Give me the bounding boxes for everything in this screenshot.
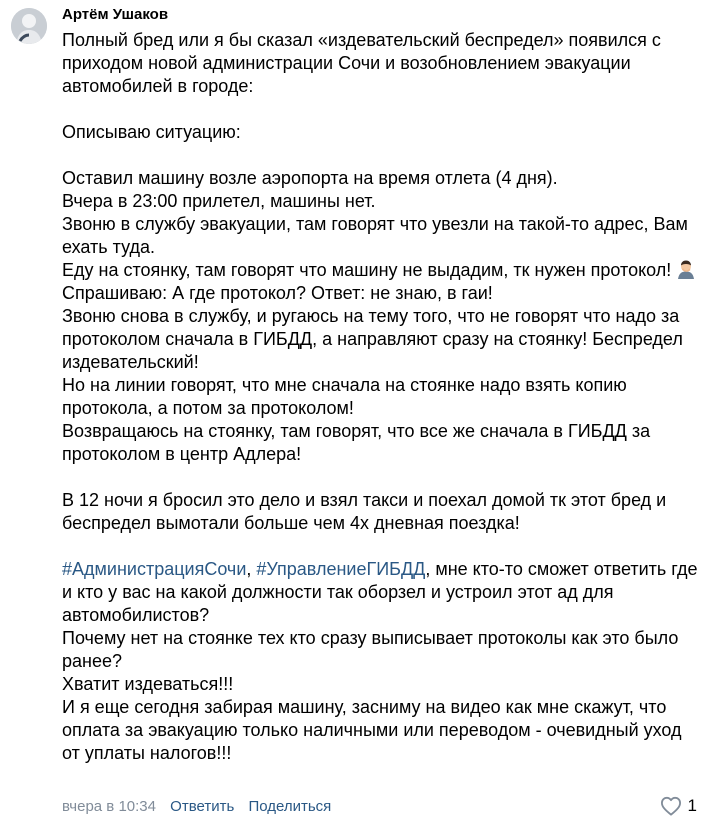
paragraph-spacer [62, 98, 702, 121]
comment-line: протокола, а потом за протоколом! [62, 398, 354, 418]
comment-body [62, 29, 702, 765]
comment-line: В 12 ночи я бросил это дело и взял такси и поехал домой тк этот бред и [62, 490, 667, 510]
comment-line: Возвращаюсь на стоянку, там говорят, что все же сначала в ГИБДД за [62, 421, 651, 441]
comment-line: протоколом сначала в ГИБДД, а направляют сразу на стоянку! Беспредел [62, 329, 683, 349]
comment-footer [62, 796, 331, 818]
paragraph-spacer [62, 144, 702, 167]
share-button[interactable]: Поделиться [248, 798, 332, 815]
comment-line: и кто у вас на какой должности так оборзел и устроил этот ад для [62, 582, 614, 602]
comment-line: Хватит издеваться!!! [62, 674, 234, 694]
comment-line: Но на линии говорят, что мне сначала на стоянке надо взять копию [62, 375, 627, 395]
comment-line: беспредел вымотали больше чем 4х дневная поездка! [62, 513, 520, 533]
comment-line: протоколом в центр Адлера! [62, 444, 302, 464]
comment-line: И я еще сегодня забирая машину, засниму на видео как мне скажут, что [62, 697, 667, 717]
comment-line: Почему нет на стоянке тех кто сразу выписывает протоколы как это было [62, 628, 679, 648]
comment-line: Спрашиваю: А где протокол? Ответ: не знаю, в гаи! [62, 283, 493, 303]
comment-line: от уплаты налогов!!! [62, 743, 232, 763]
comment-line: ранее? [62, 651, 122, 671]
paragraph-spacer [62, 535, 702, 558]
like-count: 1 [687, 796, 697, 815]
heart-outline-icon [660, 796, 682, 816]
comment-line: издевательский! [62, 352, 199, 372]
comment-line [62, 259, 702, 282]
reply-button[interactable]: Ответить [170, 798, 235, 815]
comment-author[interactable]: Артём Ушаков [62, 6, 169, 23]
comment-line: Оставил машину возле аэропорта на время отлета (4 дня). [62, 168, 558, 188]
hashtag-link[interactable]: #АдминистрацияСочи [62, 559, 247, 579]
like-button[interactable] [660, 794, 697, 818]
comment-line: Звоню в службу эвакуации, там говорят что увезли на такой-то адрес, Вам [62, 214, 688, 234]
man-facepalming-emoji [675, 259, 697, 279]
user-avatar[interactable] [11, 8, 47, 44]
comment-line: #АдминистрацияСочи, #УправлениеГИБДД, мне кто-то сможет ответить где [62, 559, 698, 579]
comment-line-text: Еду на стоянку, там говорят что машину не выдадим, тк нужен протокол! [62, 260, 672, 280]
comment-line: приходом новой администрации Сочи и возобновлением эвакуации [62, 53, 631, 73]
comment-line: автомобилей в городе: [62, 76, 254, 96]
comment-timestamp[interactable]: вчера в 10:34 [62, 798, 156, 815]
comment-line: Описываю ситуацию: [62, 122, 241, 142]
comment-line: Полный бред или я бы сказал «издевательский беспредел» появился с [62, 30, 661, 50]
hashtag-link[interactable]: #УправлениеГИБДД [256, 559, 426, 579]
comment-line: Вчера в 23:00 прилетел, машины нет. [62, 191, 376, 211]
paragraph-spacer [62, 466, 702, 489]
comment-line: автомобилистов? [62, 605, 210, 625]
comment-line: Звоню снова в службу, и ругаюсь на тему того, что не говорят что надо за [62, 306, 680, 326]
comment-line: ехать туда. [62, 237, 156, 257]
comment-line: оплата за эвакуацию только наличными или переводом - очевидный уход [62, 720, 682, 740]
